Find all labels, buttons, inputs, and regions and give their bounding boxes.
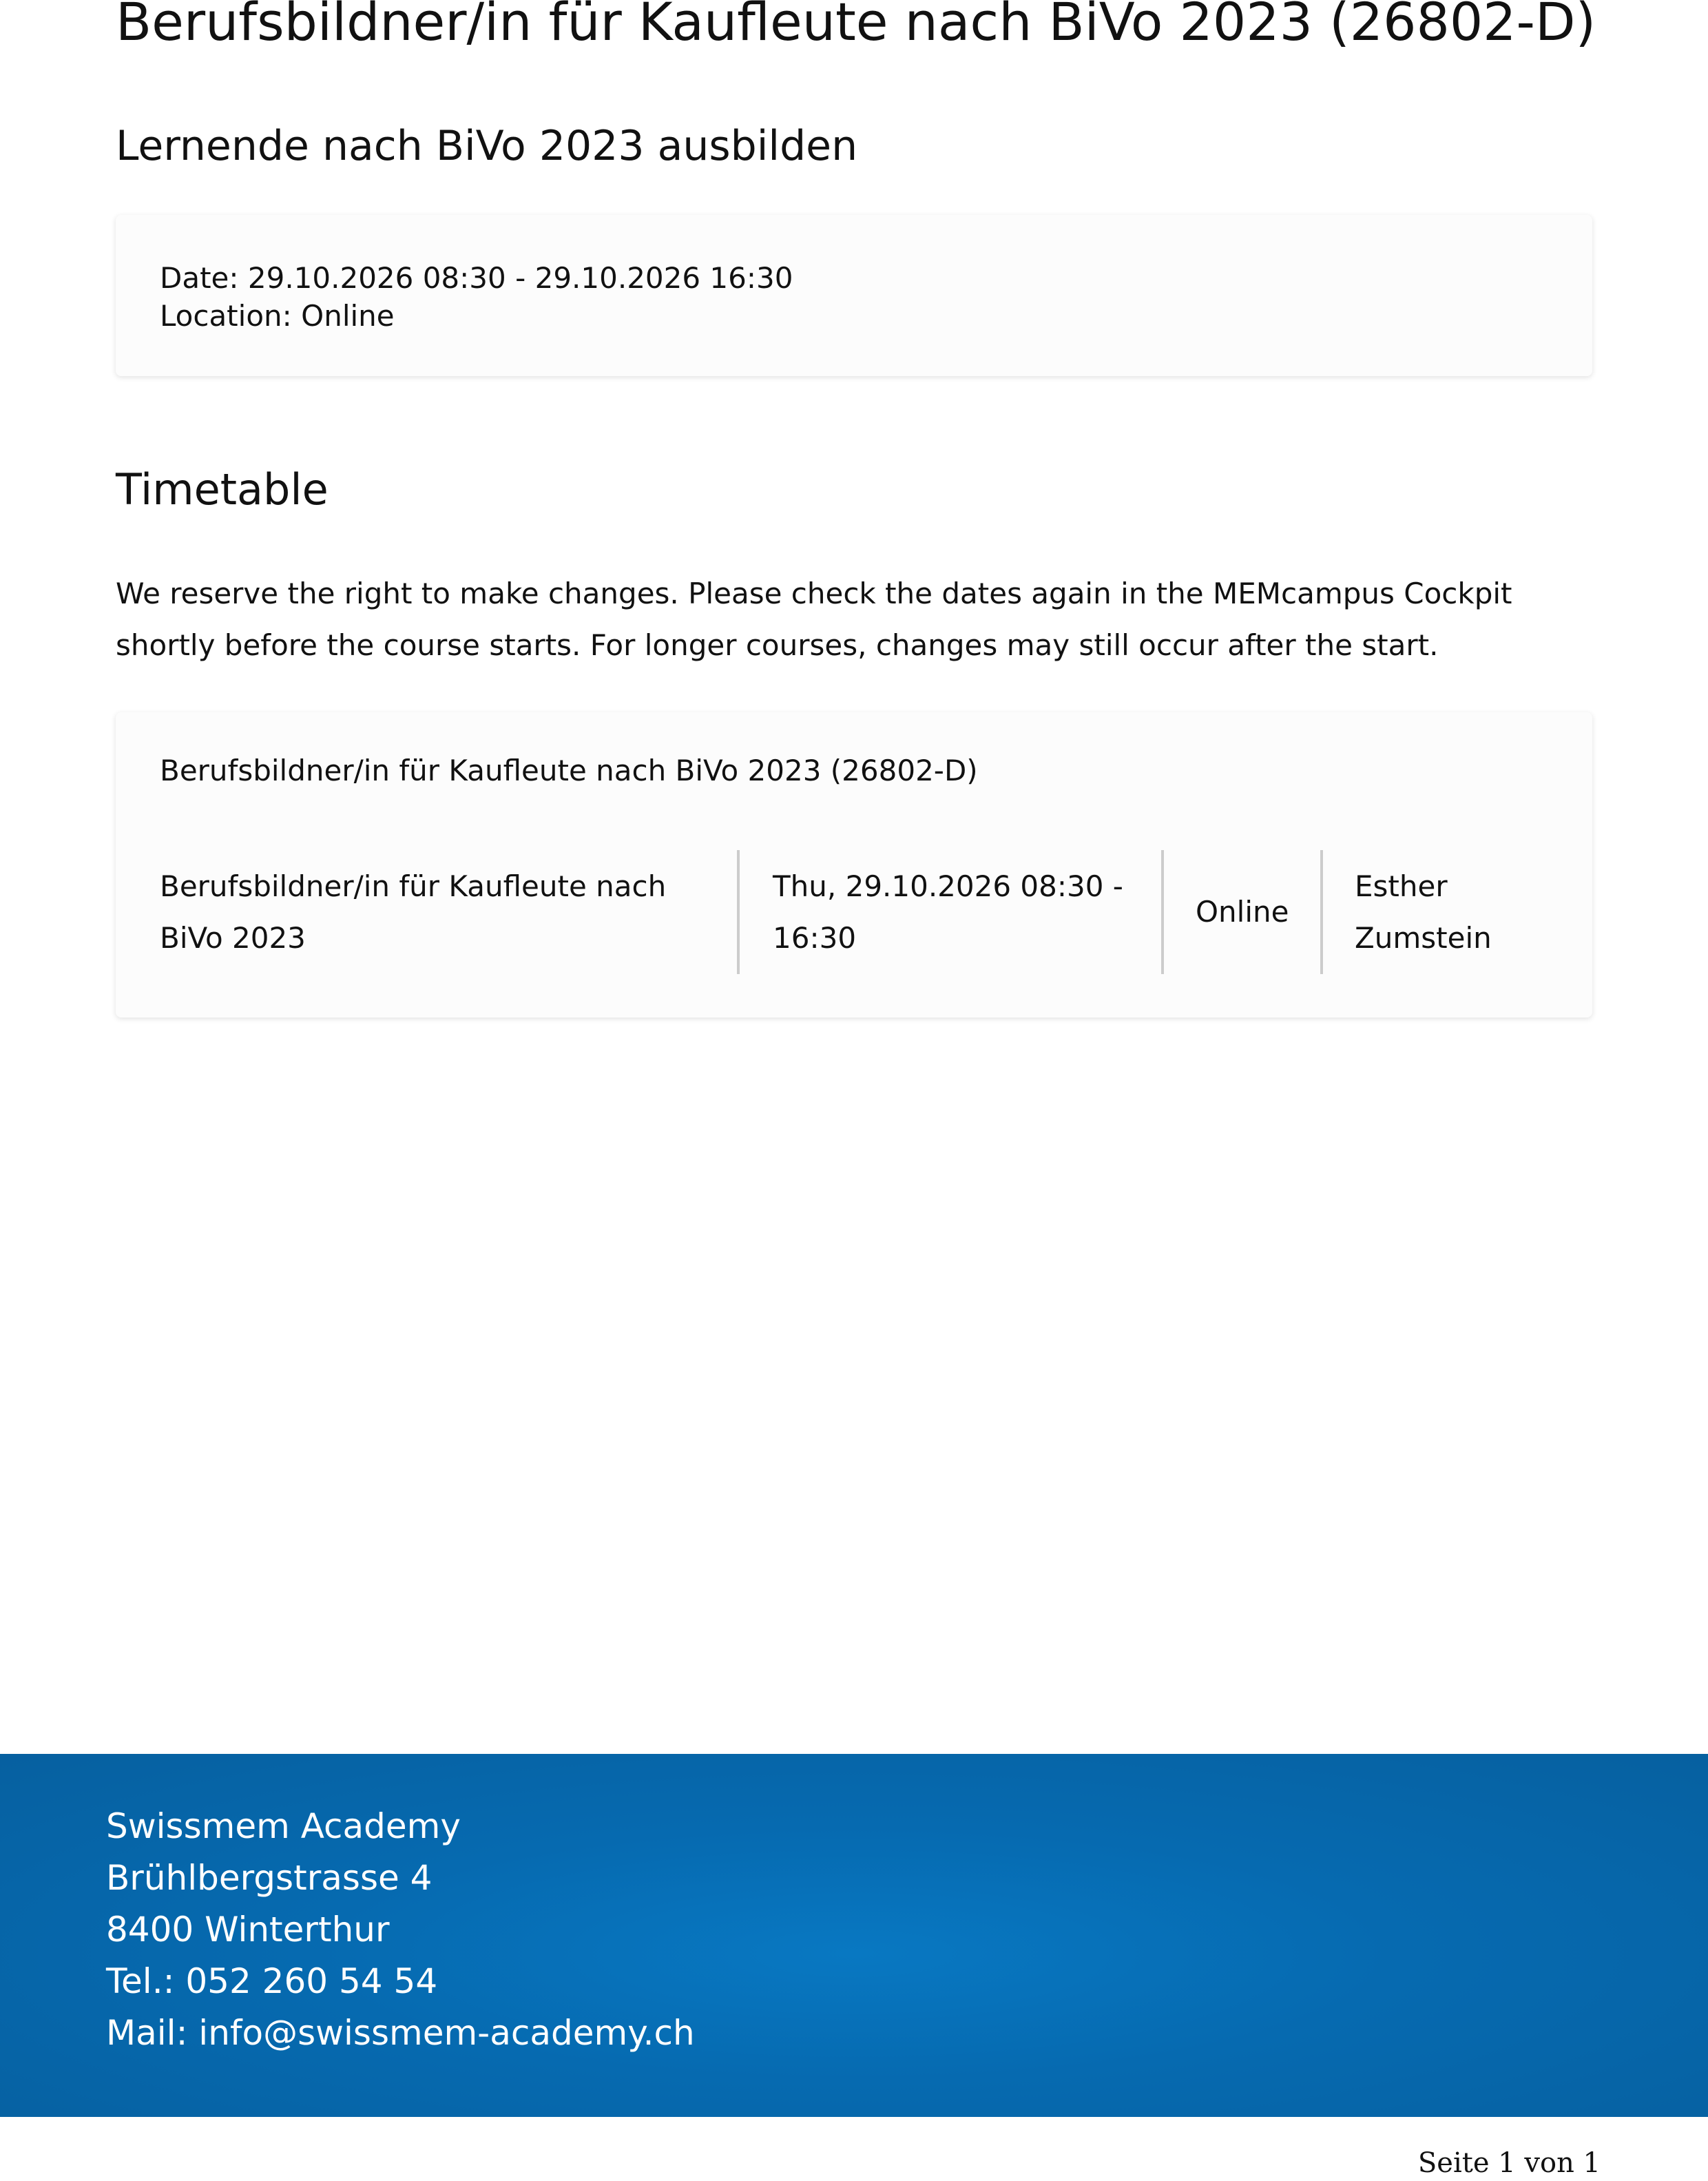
page-subtitle: Lernende nach BiVo 2023 ausbilden — [116, 122, 858, 170]
timetable-heading: Timetable — [116, 464, 329, 515]
footer-city: 8400 Winterthur — [106, 1910, 390, 1950]
timetable-card — [116, 712, 1592, 1017]
table-row — [160, 850, 1548, 974]
page-number: Seite 1 von 1 — [1417, 2147, 1601, 2179]
timetable-notice: We reserve the right to make changes. Please check the dates again in the MEMcampus Cockpit shortly before the course starts. For longer courses, changes may still occur after the start. — [116, 577, 1512, 662]
session-trainer: Esther Zumstein — [1320, 850, 1548, 974]
page-title: Berufsbildner/in für Kaufleute nach BiVo 2023 (26802-D) — [116, 0, 1596, 52]
session-title: Berufsbildner/in für Kaufleute nach BiVo 2023 — [160, 869, 667, 955]
event-info-card — [116, 215, 1592, 376]
timetable-course-name: Berufsbildner/in für Kaufleute nach BiVo 2023 (26802-D) — [160, 754, 978, 787]
event-location: Location: Online — [160, 299, 395, 333]
footer-street: Brühlbergstrasse 4 — [106, 1858, 433, 1898]
footer — [0, 1754, 1708, 2117]
footer-phone: Tel.: 052 260 54 54 — [106, 1961, 438, 2001]
session-datetime: Thu, 29.10.2026 08:30 - 16:30 — [737, 850, 1161, 974]
footer-mail: Mail: info@swissmem-academy.ch — [106, 2013, 695, 2053]
event-date: Date: 29.10.2026 08:30 - 29.10.2026 16:30 — [160, 261, 793, 295]
session-location: Online — [1161, 850, 1320, 974]
footer-organization: Swissmem Academy — [106, 1806, 461, 1846]
